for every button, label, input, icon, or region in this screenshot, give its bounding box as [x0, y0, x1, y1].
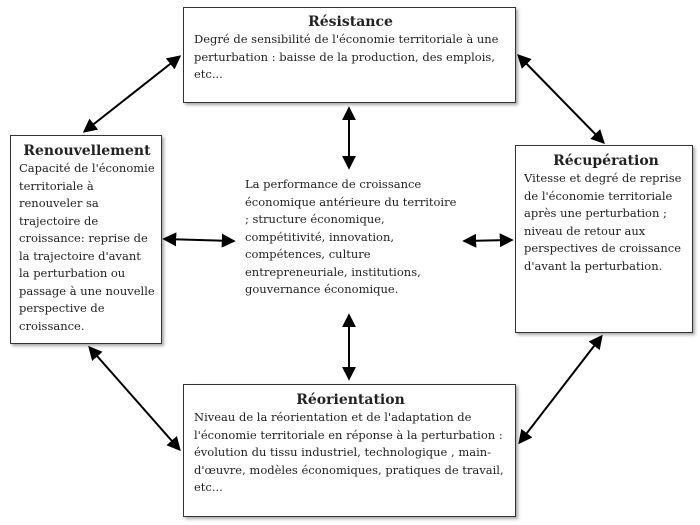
arrow-reorientation-renouvellement	[90, 348, 179, 449]
renouvellement-text: Capacité de l'économie territoriale à renouveler sa trajectoire de croissance: reprise de la trajectoire d'avant la perturbation ou passage à une nouvelle perspective de croissance.	[19, 161, 155, 333]
arrow-recuperation-reorientation	[520, 337, 601, 442]
renouvellement-box	[10, 135, 162, 344]
resistance-text: Degré de sensibilité de l'économie territoriale à une perturbation : baisse de la production, des emplois, etc...	[194, 32, 499, 81]
recuperation-box	[515, 145, 693, 333]
arrow-center-renouvellement	[165, 239, 233, 241]
center-description: La performance de croissance économique antérieure du territoire ; structure économique, compétitivité, innovation, compétences, culture entrepreneuriale, institutions, gouvernance économique.	[245, 177, 457, 296]
arrow-center-recuperation	[465, 240, 511, 241]
arrow-renouvellement-resistance	[85, 57, 179, 131]
arrow-resistance-recuperation	[519, 56, 603, 142]
reorientation-box	[183, 384, 516, 517]
reorientation-title: Réorientation	[296, 392, 405, 408]
recuperation-title: Récupération	[553, 153, 659, 169]
resistance-box	[183, 7, 516, 103]
recuperation-text: Vitesse et degré de reprise de l'économie territoriale après une perturbation ; niveau de retour aux perspectives de croissance d'avant la perturbation.	[524, 171, 682, 273]
resistance-title: Résistance	[308, 14, 393, 30]
renouvellement-title: Renouvellement	[23, 143, 151, 159]
reorientation-text: Niveau de la réorientation et de l'adaptation de l'économie territoriale en réponse à la perturbation : évolution du tissu industriel, technologique , main-d'œuvre, modèles économiques, pratiques de travail, etc...	[194, 410, 504, 494]
